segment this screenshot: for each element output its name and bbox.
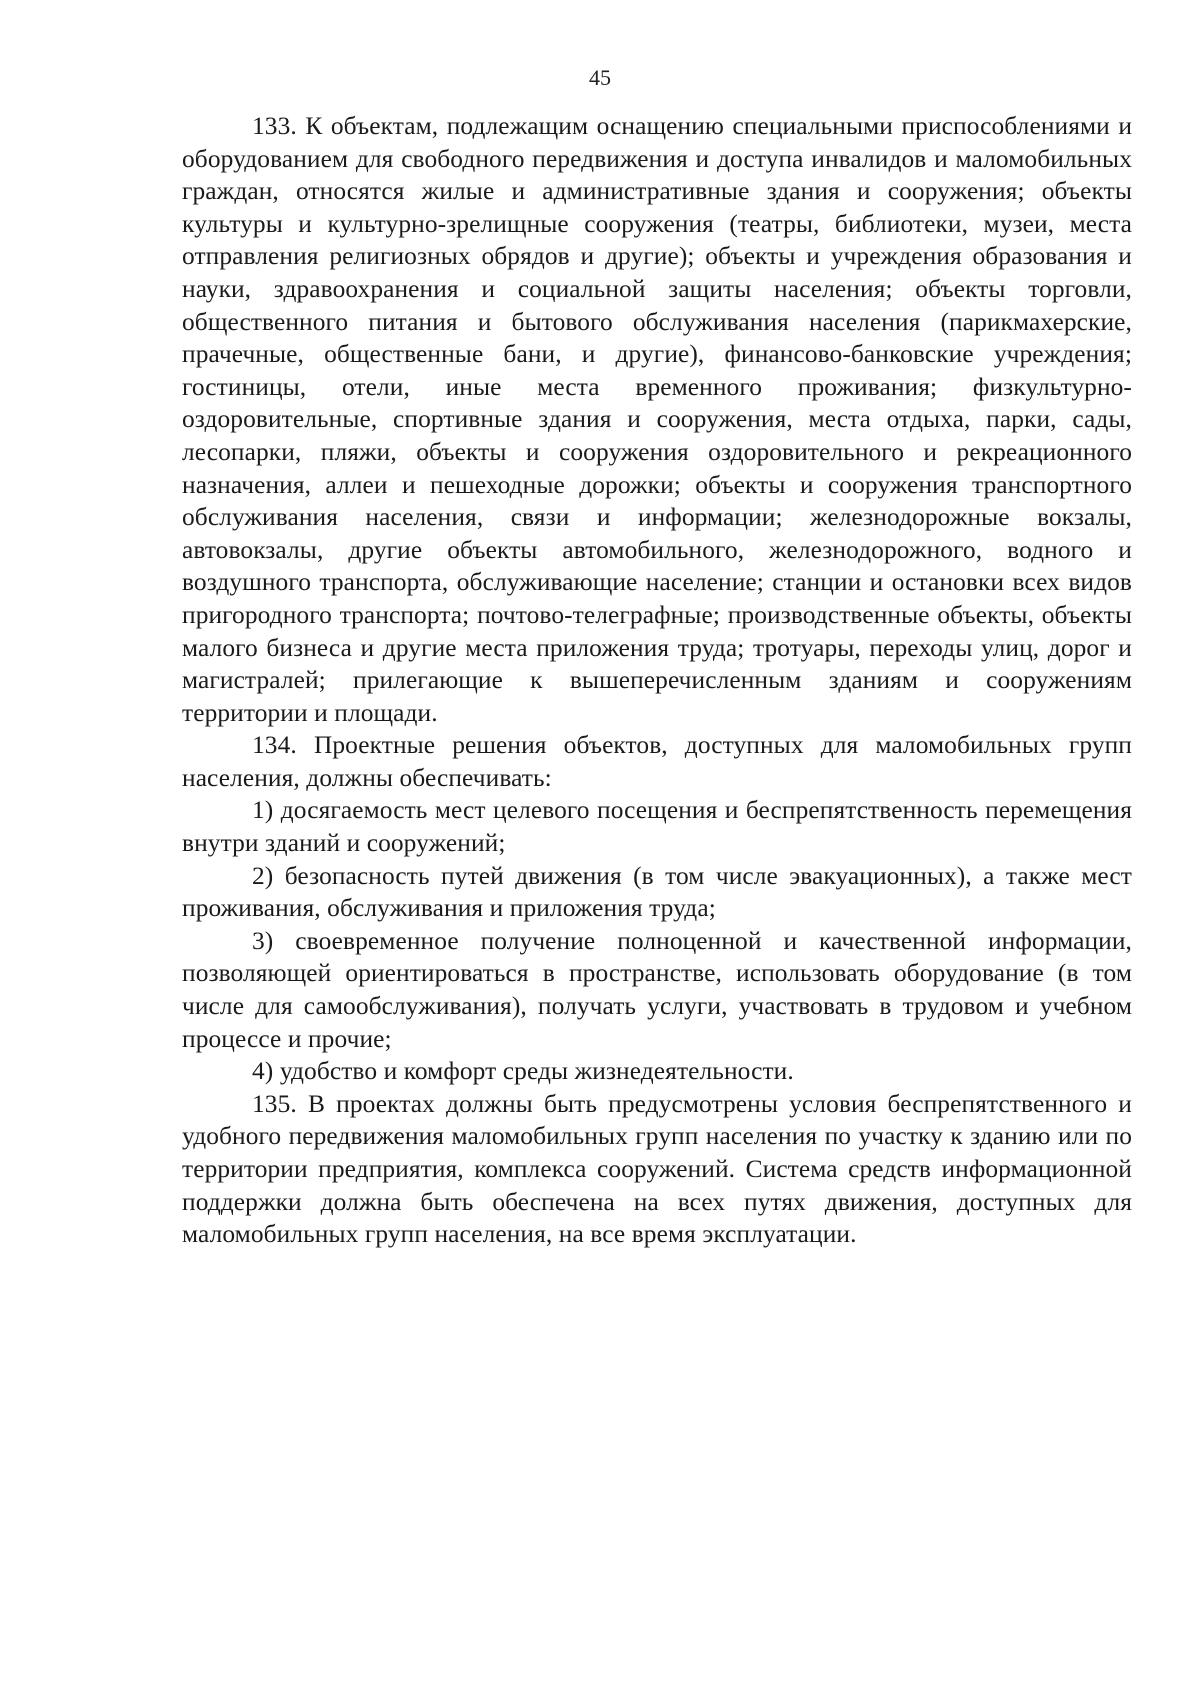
page-number: 45 [589, 65, 611, 90]
paragraph-text: Проектные решения объектов, доступных для маломобильных групп населения, должны обеспечивать: [182, 731, 1132, 792]
list-item [182, 860, 1132, 925]
list-item-text: своевременное получение полноценной и качественной информации, позволяющей ориентироваться в пространстве, использовать оборудование (в том числе для самообслуживания), получать услуги, участвовать в трудовом и учебном процессе и прочие; [182, 926, 1132, 1053]
list-item [182, 794, 1132, 859]
paragraph-133 [182, 110, 1132, 729]
paragraph-135 [182, 1088, 1132, 1251]
paragraph-number: 134. [252, 731, 297, 760]
list-item-text: досягаемость мест целевого посещения и беспрепятственность перемещения внутри зданий и сооружений; [182, 796, 1133, 858]
document-body [182, 110, 1132, 1251]
list-item-text: безопасность путей движения (в том числе эвакуационных), а также мест проживания, обслуживания и приложения труда; [182, 861, 1132, 923]
paragraph-134 [182, 729, 1132, 794]
list-item [182, 1055, 1132, 1088]
list-item-number: 2) [252, 861, 274, 890]
list-item-number: 3) [252, 926, 274, 955]
paragraph-text: К объектам, подлежащим оснащению специальными приспособлениями и оборудованием для свободного передвижения и доступа инвалидов и маломобильных граждан, относятся жилые и административные здания и сооружения; объекты культуры и культурно-зрелищные сооружения (театры, библиотеки, музеи, места отправления религиозных обрядов и другие); объекты и учреждения образования и науки, здравоохранения и социальной защиты населения; объекты торговли, общественного питания и бытового обслуживания населения (парикмахерские, прачечные, общественные бани, и другие), финансово-банковские учреждения; гостиницы, отели, иные места временного проживания; физкультурно-оздоровительные, спортивные здания и сооружения, места отдыха, парки, сады, лесопарки, пляжи, объекты и сооружения оздоровительного и рекреационного назначения, аллеи и пешеходные дорожки; объекты и сооружения транспортного обслуживания населения, связи и информации; железнодорожные вокзалы, автовокзалы, другие объекты автомобильного, железнодорожного, водного и воздушного транспорта, обслуживающие население; станции и остановки всех видов пригородного транспорта; почтово-телеграфные; производственные объекты, объекты малого бизнеса и другие места приложения труда; тротуары, переходы улиц, дорог и магистралей; прилегающие к вышеперечисленным зданиям и сооружениям территории и площади. [182, 112, 1133, 727]
list-item-number: 4) [252, 1057, 274, 1086]
paragraph-number: 133. [252, 112, 297, 140]
paragraph-text: В проектах должны быть предусмотрены условия беспрепятственного и удобного передвижения маломобильных групп населения по участку к зданию или по территории предприятия, комплекса сооружений. Система средств информационной поддержки должна быть обеспечена на всех путях движения, доступных для маломобильных групп населения, на все время эксплуатации. [182, 1089, 1132, 1249]
paragraph-number: 135. [252, 1089, 297, 1118]
list-item-number: 1) [252, 796, 274, 825]
list-item-text: удобство и комфорт среды жизнедеятельности. [279, 1057, 794, 1086]
list-item [182, 925, 1132, 1055]
